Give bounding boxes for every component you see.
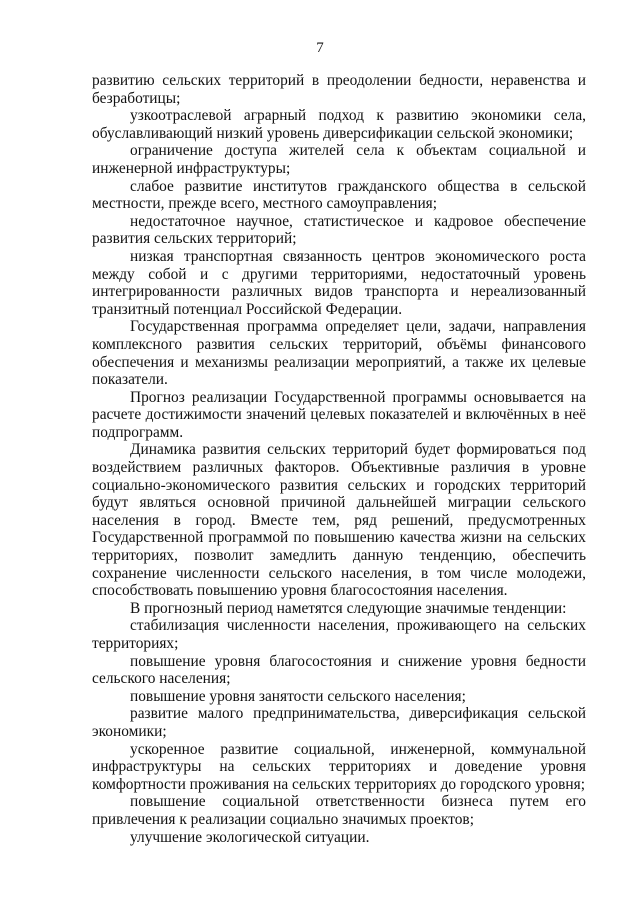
paragraph: повышение уровня благосостояния и снижение уровня бедности сельского населения; <box>92 652 586 688</box>
paragraph: ускоренное развитие социальной, инженерной, коммунальной инфраструктуры на сельских территориях и доведение уровня комфортности проживания на сельских территориях до городского уровня; <box>92 740 586 793</box>
paragraph: Динамика развития сельских территорий будет формироваться под воздействием различных факторов. Объективные различия в уровне социально-экономического развития сельских и городских территорий будут являться основной причиной дальнейшей миграции сельского населения в город. Вместе тем, ряд решений, предусмотренных Государственной программой по повышению качества жизни на сельских территориях, позволит замедлить данную тенденцию, обеспечить сохранение численности сельского населения, в том числе молодежи, способствовать повышению уровня благосостояния населения. <box>92 441 586 600</box>
paragraph: слабое развитие институтов гражданского общества в сельской местности, прежде всего, местного самоуправления; <box>92 177 586 213</box>
paragraph: улучшение экологической ситуации. <box>130 828 370 846</box>
paragraph: ограничение доступа жителей села к объектам социальной и инженерной инфраструктуры; <box>92 142 586 177</box>
page-number: 7 <box>316 40 324 56</box>
paragraph: Государственная программа определяет цели, задачи, направления комплексного развития сельских территорий, объёмы финансового обеспечения и механизмы реализации мероприятий, а также их целевые показатели. <box>92 318 586 389</box>
document-body <box>92 72 586 846</box>
paragraph: низкая транспортная связанность центров экономического роста между собой и с другими территориями, недостаточный уровень интегрированности различных видов транспорта и нереализованный транзитный потенциал Российской Федерации. <box>92 247 586 318</box>
paragraph: В прогнозный период наметятся следующие значимые тенденции: <box>130 599 567 617</box>
paragraph: стабилизация численности населения, проживающего на сельских территориях; <box>92 617 586 652</box>
paragraph: повышение социальной ответственности бизнеса путем его привлечения к реализации социально значимых проектов; <box>92 793 586 828</box>
paragraph: узкоотраслевой аграрный подход к развитию экономики села, обуславливающий низкий уровень диверсификации сельской экономики; <box>92 107 586 142</box>
paragraph: развитие малого предпринимательства, диверсификация сельской экономики; <box>92 705 586 740</box>
paragraph: развитию сельских территорий в преодолении бедности, неравенства и безработицы; <box>92 72 586 107</box>
paragraph: недостаточное научное, статистическое и кадровое обеспечение развития сельских территорий; <box>92 212 586 248</box>
paragraph: повышение уровня занятости сельского населения; <box>130 687 466 705</box>
paragraph: Прогноз реализации Государственной программы основывается на расчете достижимости значений целевых показателей и включённых в неё подпрограмм. <box>92 388 586 441</box>
